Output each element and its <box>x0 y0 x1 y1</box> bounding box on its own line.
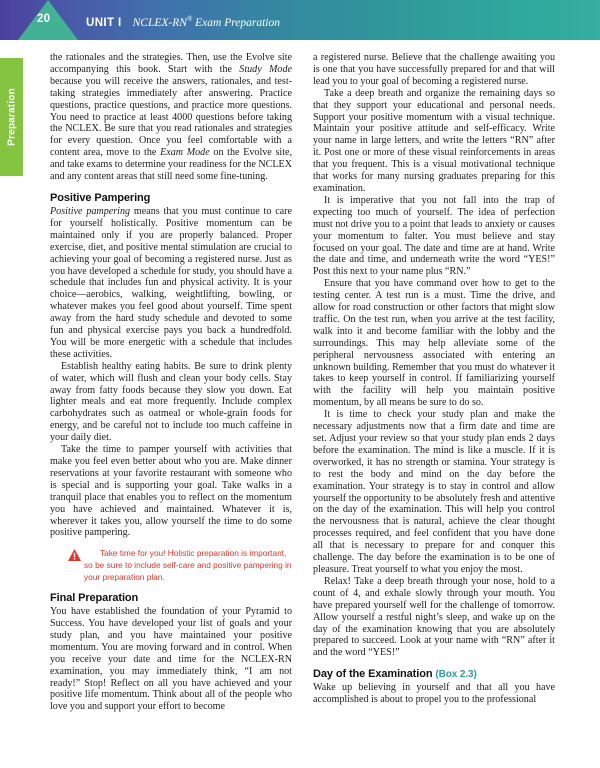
running-head-unit: UNIT I <box>86 17 122 29</box>
page-header <box>0 0 600 40</box>
emphasis-study-mode: Study Mode <box>239 63 292 75</box>
paragraph: Take a deep breath and organize the remaining days so that they support your educational and personal needs. Support your positive momentum with a visual technique. Maintain your positive attitude and self-efficacy. Write your name in large letters, and write the letters “RN” after it. Post one or more of these visual reinforcements in areas that you frequent. This is a visual motivational technique that works for many nursing graduates preparing for this examination. <box>313 87 555 194</box>
alert-callout <box>50 548 292 583</box>
heading-day-of-examination <box>313 668 555 681</box>
paragraph: Take the time to pamper yourself with activities that make you feel even better about who you are. Make dinner reservations at your favorite restaurant with someone who is special and is supporting your goal. Take walks in a tranquil place that enables you to reflect on the momentum you have achieved and maintained. Whatever it is, wherever it takes you, allow yourself the time to do some positive pampering. <box>50 444 292 539</box>
running-head-title-main: NCLEX-RN <box>132 17 187 29</box>
paragraph: Relax! Take a deep breath through your nose, hold to a count of 4, and exhale slowly through your mouth. You have prepared yourself well for the challenge of tomorrow. Allow yourself a restful night’s sleep, and wake up on the day of the examination knowing that you are absolutely prepared to succeed. Look at your name with “RN” after it and the word “YES!” <box>313 575 555 659</box>
page-number: 20 <box>37 13 51 25</box>
column-right <box>313 52 555 758</box>
paragraph-text: means that you must continue to care for yourself holistically. Positive momentum can be maintained only if you are properly balanced. Proper exercise, diet, and positive mental stimulation are crucial to achieving your goal of becoming a registered nurse. Just as you have developed a schedule for study, you should have a schedule that includes fun and physical activity. It is your choice—aerobics, walking, weightlifting, bowling, or whatever makes you feel good about yourself. Time spent away from the hard study schedule and devoted to some fun and physical exercise pays you back a hundredfold. You will be more energetic with a schedule that includes these activities. <box>50 205 292 360</box>
heading-text: Day of the Examination <box>313 668 436 681</box>
paragraph-text: the rationales and the strategies. Then, use the Evolve site accompanying this book. Start with the <box>50 52 292 75</box>
paragraph: a registered nurse. Believe that the challenge awaiting you is one that you have successfully prepared for and that will lead you to your goal of becoming a registered nurse. <box>313 52 555 87</box>
running-head-title <box>133 17 280 29</box>
cross-reference-box-2-3[interactable]: (Box 2.3) <box>435 669 477 681</box>
running-head-title-rest: Exam Preparation <box>192 17 280 29</box>
emphasis-positive-pampering: Positive pampering <box>50 205 131 217</box>
paragraph: Wake up believing in yourself and that all you have accomplished is about to propel you to the professional <box>313 682 555 706</box>
paragraph: You have established the foundation of your Pyramid to Success. You have developed your list of goals and your study plan, and you have maintained your positive momentum. You are moving forward and in control. When you receive your date and time for the NCLEX-RN examination, you may immediately think, “I am not ready!” Stop! Reflect on all you have achieved and your positive life momentum. Think about all of the people who love you and support your effort to become <box>50 606 292 713</box>
alert-text: Take time for you! Holistic preparation is important, so be sure to include self-care and positive pampering in your preparation plan. <box>84 548 292 582</box>
paragraph: Establish healthy eating habits. Be sure to drink plenty of water, which will flush and clean your body cells. Stay away from fatty foods because they slow you down. Eat lighter meals and eat more frequently. Include complex carbohydrates such as oatmeal or whole-grain foods for energy, and be careful not to include too much caffeine in your daily diet. <box>50 360 292 444</box>
page-body <box>50 52 555 758</box>
column-left <box>50 52 292 758</box>
heading-positive-pampering: Positive Pampering <box>50 191 151 204</box>
running-head <box>86 13 280 31</box>
warning-triangle-icon <box>68 549 81 561</box>
heading-final-preparation: Final Preparation <box>50 592 139 605</box>
paragraph <box>50 52 292 183</box>
thumb-tab-preparation <box>0 58 23 176</box>
paragraph: It is time to check your study plan and make the necessary adjustments now that a firm date and time are set. Adjust your review so that your study plan ends 2 days before the examination. The mind is like a muscle. If it is overworked, it has no strength or stamina. Your strategy is to rest the body and mind on the day before the examination. Your strategy is to stay in control and allow yourself the opportunity to be absolutely fresh and attentive on the day of the examination. This will help you control the nervousness that is natural, achieve the clear thought processes required, and feel confident that you have done all that is necessary to prepare for and conquer this challenge. The day before the examination is to be one of pleasure. Treat yourself to what you enjoy the most. <box>313 409 555 575</box>
paragraph-text: on the Evolve site, and take exams to determine your readiness for the NCLEX and any content areas that still need some fine-tuning. <box>50 147 292 183</box>
paragraph <box>50 206 292 361</box>
thumb-tab-label: Preparation <box>6 88 17 146</box>
emphasis-exam-mode: Exam Mode <box>160 147 210 159</box>
paragraph: Ensure that you have command over how to get to the testing center. A test run is a must. Time the drive, and allow for road construction or other factors that might slow traffic. On the test run, when you arrive at the test facility, walk into it and become familiar with the lobby and the surroundings. This may help alleviate some of the peripheral nervousness associated with entering an unknown building. Remember that you must do whatever it takes to keep yourself in control. If familiarizing yourself with the facility will help you maintain positive momentum, by all means be sure to do so. <box>313 278 555 409</box>
paragraph: It is imperative that you not fall into the trap of expecting too much of yourself. The idea of perfection must not drive you to a point that leads to anxiety or causes your momentum to falter. You must believe and stay focused on your goal. The date and time are at hand. Write the date and time, and underneath write the word “YES!” Post this next to your name plus “RN.” <box>313 194 555 278</box>
paragraph-text: because you will receive the answers, rationales, and test-taking strategies immediately after answering. Practice questions, practice questions, and practice more questions. You need to practice at least 4000 questions before taking the NCLEX. Be sure that you read rationales and strategies for every question. Once you feel comfortable with a content area, move to the <box>50 75 292 159</box>
registered-trademark-icon: ® <box>186 15 193 24</box>
